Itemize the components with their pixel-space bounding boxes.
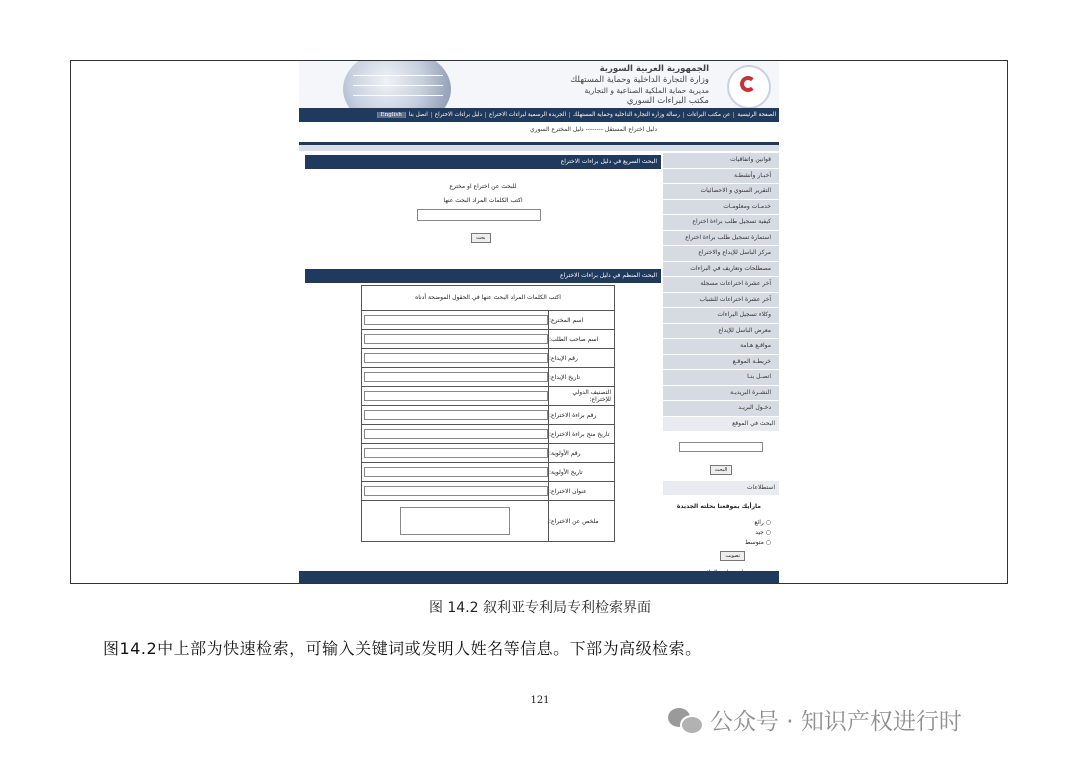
priority-number-input[interactable] — [364, 448, 548, 458]
table-row — [362, 368, 614, 387]
field-label: ملخص عن الاختراع: — [548, 501, 614, 541]
sidebar-item-youth-inventions[interactable]: آخر عشرة اختراعات للشباب — [663, 293, 779, 309]
field-label: عنوان الاختراع: — [548, 482, 614, 500]
nav-about[interactable]: عن مكتب البراءات — [683, 112, 733, 118]
sidebar-item-basel-exhibition[interactable]: معرض الباسل للإبداع — [663, 324, 779, 340]
table-row — [362, 330, 614, 349]
poll-question: مارأيك بموقعنا بحلته الجديدة — [676, 502, 761, 510]
field-label: تاريخ منح براءة الاختراع: — [548, 425, 614, 443]
poll-vote-button[interactable]: تصويت — [720, 551, 745, 561]
table-row — [362, 482, 614, 501]
sidebar-item-mail-login[interactable]: دخـول البريـد — [663, 401, 779, 417]
wechat-icon — [668, 706, 702, 734]
nav-contact[interactable]: اتصل بنا — [405, 112, 431, 118]
table-row — [362, 463, 614, 482]
sidebar-item-news[interactable]: أخبـار وأنشطـة — [663, 169, 779, 185]
grant-date-input[interactable] — [364, 429, 548, 439]
quick-search-panel — [305, 169, 661, 267]
sidebar-item-important-sites[interactable]: مواقـع هـامة — [663, 339, 779, 355]
quick-search-input[interactable] — [417, 209, 541, 221]
sidebar-item-agents[interactable]: وكلاء تسجيل البراءات — [663, 308, 779, 324]
sidebar-item-basel-center[interactable]: مركز الباسل للإبداع والاختراع — [663, 246, 779, 262]
divider — [299, 145, 779, 151]
header-line-1: الجمهورية العربية السورية — [599, 64, 709, 74]
filing-number-input[interactable] — [364, 353, 548, 363]
sidebar-item-application-form[interactable]: استمارة تسجيل طلب براءة اختراع — [663, 231, 779, 247]
watermark-text: 公众号 · 知识产权进行时 — [710, 709, 962, 735]
nav-patent-guide[interactable]: دليل براءات الاختراع — [431, 112, 485, 118]
field-label: رقم براءة الاختراع: — [548, 406, 614, 424]
filing-date-input[interactable] — [364, 372, 548, 382]
page-number: 121 — [530, 695, 550, 706]
patent-number-input[interactable] — [364, 410, 548, 420]
table-row — [362, 425, 614, 444]
table-row — [362, 349, 614, 368]
title-input[interactable] — [364, 486, 548, 496]
inventor-name-input[interactable] — [364, 315, 548, 325]
body-paragraph: 图14.2中上部为快速检索，可输入关键词或发明人姓名等信息。下部为高级检索。 — [103, 639, 702, 658]
advanced-search-table — [361, 285, 615, 542]
field-label: رقم الأولوية: — [548, 444, 614, 462]
sidebar-item-contact[interactable]: اتصـل بنـا — [663, 370, 779, 386]
site-search-button[interactable]: البحث — [710, 465, 733, 475]
ipc-input[interactable] — [364, 391, 548, 401]
screenshot-frame — [70, 60, 1008, 584]
patent-office-logo-icon — [727, 65, 771, 108]
quick-search-line-2: اكتب الكلمات المراد البحث عنها — [443, 197, 523, 204]
advanced-search-bar: البحث المنظم في دليل براءات الاختراع — [305, 269, 661, 283]
main-content — [305, 155, 661, 525]
table-row — [362, 387, 614, 406]
site-search-label: البحث في الموقع — [663, 417, 779, 431]
poll-option[interactable]: ○ جيد — [755, 528, 771, 536]
main-nav — [299, 108, 779, 122]
quick-search-bar: البحث السريع في دليل براءات الاختراع — [305, 155, 661, 169]
sidebar-item-sitemap[interactable]: خريطـة الموقـع — [663, 355, 779, 371]
priority-date-input[interactable] — [364, 467, 548, 477]
header-line-4: مكتب البراءات السوري — [626, 96, 709, 106]
sidebar-item-services[interactable]: خدمـات ومعلومـات — [663, 200, 779, 216]
sidebar-item-annual-report[interactable]: التقرير السنوي و الاحصائيات — [663, 184, 779, 200]
field-label: اسم المخترع: — [548, 311, 614, 329]
site-search-box — [663, 431, 779, 481]
sidebar — [663, 153, 779, 584]
advanced-search-heading: اكتب الكلمات المراد البحث عنها في الحقول الموضحة أدناه — [362, 286, 614, 311]
nav-home[interactable]: الصفحة الرئيسية — [733, 112, 779, 118]
table-row — [362, 501, 614, 541]
poll-option[interactable]: ○ رائع — [754, 518, 771, 526]
table-row — [362, 406, 614, 425]
sidebar-item-newsletter[interactable]: النشـرة البريديـة — [663, 386, 779, 402]
sidebar-item-how-to-register[interactable]: كيفية تسجيل طلب براءة اختراع — [663, 215, 779, 231]
watermark — [668, 703, 962, 736]
field-label: اسم صاحب الطلب: — [548, 330, 614, 348]
sidebar-item-latest-inventions[interactable]: آخر عشرة اختراعات مسجلة — [663, 277, 779, 293]
table-row — [362, 444, 614, 463]
site-search-input[interactable] — [679, 442, 763, 452]
quick-search-button[interactable]: بحث — [471, 233, 491, 243]
nav-official-gazette[interactable]: الجريدة الرسمية لبراءات الاختراع — [485, 112, 569, 118]
nav-english[interactable]: English — [377, 112, 405, 118]
field-label: التصنيف الدولي للإختراع: — [548, 387, 614, 405]
figure-caption: 图 14.2 叙利亚专利局专利检索界面 — [428, 600, 652, 616]
applicant-name-input[interactable] — [364, 334, 548, 344]
breadcrumb: دليل اختراع المستقل -------- دليل المخترع السوري — [299, 122, 779, 146]
abstract-textarea[interactable] — [400, 507, 510, 535]
globe-banner-image — [343, 61, 451, 108]
sidebar-item-laws[interactable]: قوانين واتفاقيات — [663, 153, 779, 169]
field-label: رقم الإيداع: — [548, 349, 614, 367]
sidebar-item-glossary[interactable]: مصطلحات وتعاريف في البراءات — [663, 262, 779, 278]
poll-label: استطلاعات — [663, 481, 779, 495]
site-header — [299, 61, 779, 108]
field-label: تاريخ الإيداع: — [548, 368, 614, 386]
poll-option[interactable]: ○ متوسط — [744, 538, 771, 546]
header-line-3: مديرية حماية الملكية الصناعية و التجارية — [584, 86, 709, 95]
syrian-patent-site — [299, 61, 779, 584]
table-row — [362, 311, 614, 330]
field-label: تاريخ الأولوية: — [548, 463, 614, 481]
nav-ministry-message[interactable]: رسالة وزارة التجارة الداخلية وحماية المستهلك — [569, 112, 683, 118]
site-footer-bar — [299, 571, 779, 584]
header-line-2: وزارة التجارة الداخلية وحماية المستهلك — [570, 75, 709, 85]
quick-search-line-1: للبحث عن اختراع او مخترع — [449, 183, 517, 190]
